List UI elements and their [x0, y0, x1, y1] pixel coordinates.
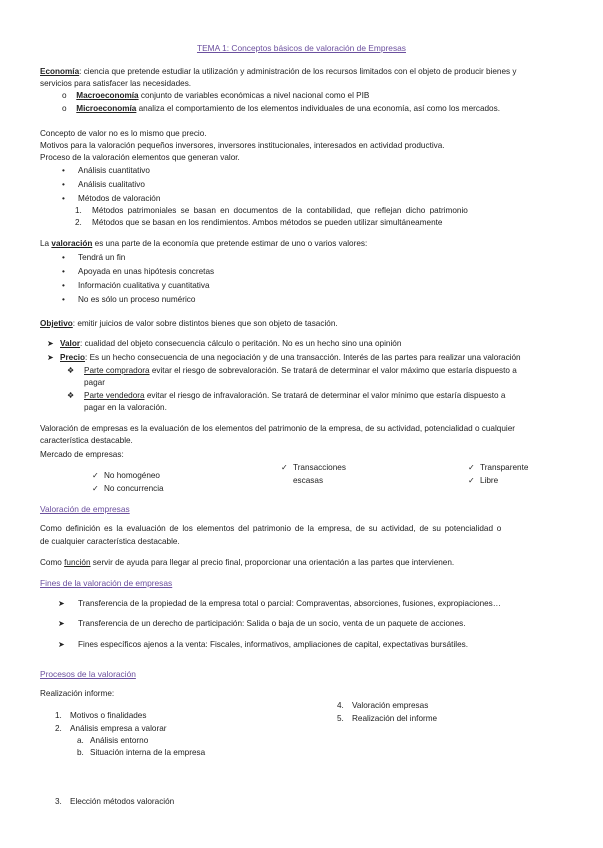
numbered-item — [75, 206, 468, 216]
microeconomia-item — [62, 104, 500, 114]
list-item — [62, 295, 195, 305]
valoracion-pre: La — [40, 239, 52, 248]
objetivo-term: Objetivo — [40, 319, 73, 328]
checklist-text: Transparente — [480, 463, 529, 472]
precio-term: Precio — [60, 353, 86, 362]
macroeconomia-item — [62, 91, 369, 101]
bullet-icon: • — [62, 281, 65, 290]
concepto-line-3: Proceso de la valoración elementos que generan valor. — [40, 153, 240, 162]
empresas-line-1: Valoración de empresas es la evaluación de los elementos del patrimonio de la empresa, de su actividad, potencialidad o cualquier — [40, 424, 516, 433]
numbered-item — [55, 797, 174, 807]
numbered-item-text: Motivos o finalidades — [70, 711, 147, 720]
item-number: 1. — [75, 206, 82, 215]
lettered-item — [77, 736, 148, 746]
list-item — [62, 267, 214, 277]
item-letter: a. — [77, 736, 84, 745]
list-item — [62, 166, 150, 176]
page-title: TEMA 1: Conceptos básicos de valoración de Empresas — [196, 43, 406, 53]
valoracion-empresas-line-1: Como definición es la evaluación de los elementos del patrimonio de la empresa, de su actividad, de su potencialidad o — [40, 524, 502, 533]
mercado-label: Mercado de empresas: — [40, 450, 124, 459]
realizacion-label: Realización informe: — [40, 689, 115, 698]
numbered-item-text: Elección métodos valoración — [70, 797, 175, 806]
economia-definition: : ciencia que pretende estudiar la utilización y administración de los recursos limitados con el objeto de producir bienes y — [79, 67, 517, 76]
fines-item — [58, 619, 466, 629]
numbered-item-text: Métodos que se basan en los rendimientos. Ambos métodos se pueden utilizar simultáneamente — [92, 218, 443, 227]
numbered-item-text: Realización del informe — [352, 714, 438, 723]
economia-line-2: servicios para satisfacer las necesidades. — [40, 79, 192, 88]
arrow-bullet-icon: ➤ — [58, 619, 65, 628]
checklist-item — [468, 476, 498, 486]
empresas-line-2: característica destacable. — [40, 436, 133, 445]
macroeconomia-term: Macroeconomía — [76, 91, 139, 100]
funcion-text: servir de ayuda para llegar al precio final, proporcionar una orientación a las partes que intervienen. — [90, 558, 455, 567]
vendedora-text: evitar el riesgo de infravaloración. Se tratará de determinar el valor mínimo que estaría dispuesto a — [144, 391, 506, 400]
bullet-icon: • — [62, 253, 65, 262]
item-number: 1. — [55, 711, 62, 720]
valoracion-text: es una parte de la economía que pretende estimar de uno o varios valores: — [92, 239, 368, 248]
item-number: 2. — [55, 724, 62, 733]
fines-item-text: Transferencia de un derecho de participación: Salida o baja de un socio, venta de un paquete de acciones. — [78, 619, 466, 628]
bullet-icon: • — [62, 295, 65, 304]
checklist-text: Transacciones — [293, 463, 346, 472]
numbered-item — [75, 218, 442, 228]
compradora-term: Parte compradora — [84, 366, 150, 375]
check-icon: ✓ — [468, 463, 475, 472]
bullet-icon: • — [62, 180, 65, 189]
lettered-item-text: Situación interna de la empresa — [90, 748, 206, 757]
compradora-text: evitar el riesgo de sobrevaloración. Se tratará de determinar el valor máximo que estaría dispuesto a — [149, 366, 517, 375]
list-item-text: Análisis cualitativo — [78, 180, 145, 189]
concepto-line-2: Motivos para la valoración pequeños inversores, inversores institucionales, interesados en actividad productiva. — [40, 141, 445, 150]
checklist-item — [92, 484, 164, 494]
compradora-text-2: pagar — [84, 378, 105, 387]
list-item — [62, 281, 210, 291]
arrow-bullet-icon: ➤ — [58, 640, 65, 649]
list-item — [62, 194, 160, 204]
list-item — [62, 253, 125, 263]
list-item-text: Métodos de valoración — [78, 194, 161, 203]
fines-item-text: Fines específicos ajenos a la venta: Fiscales, informativos, ampliaciones de capital, expectativas bursátiles. — [78, 640, 469, 649]
valoracion-term: valoración — [51, 239, 93, 248]
list-item-text: Información cualitativa y cuantitativa — [78, 281, 210, 290]
list-item-text: Apoyada en unas hipótesis concretas — [78, 267, 215, 276]
arrow-bullet-icon: ➤ — [47, 339, 54, 348]
checklist-item — [92, 471, 160, 481]
item-number: 2. — [75, 218, 82, 227]
item-number: 4. — [337, 701, 344, 710]
check-icon: ✓ — [92, 484, 99, 493]
list-item-text: No es sólo un proceso numérico — [78, 295, 196, 304]
bullet-icon: • — [62, 194, 65, 203]
numbered-item — [337, 714, 437, 724]
numbered-item — [55, 711, 146, 721]
checklist-text: Libre — [480, 476, 499, 485]
diamond-bullet-icon: ❖ — [67, 366, 75, 375]
fines-item — [58, 599, 501, 609]
numbered-item — [55, 724, 166, 734]
procesos-heading: Procesos de la valoración — [40, 669, 136, 679]
check-icon: ✓ — [92, 471, 99, 480]
item-number: 3. — [55, 797, 62, 806]
parte-vendedora-item — [67, 391, 505, 401]
valoracion-empresas-line-2: de cualquier característica destacable. — [40, 537, 180, 546]
arrow-bullet-icon: ➤ — [47, 353, 54, 362]
circle-bullet-icon: o — [62, 91, 67, 100]
numbered-item-text: Valoración empresas — [352, 701, 429, 710]
precio-text: : Es un hecho consecuencia de una negociación y de una transacción. Interés de las partes para realizar una valoración — [85, 353, 521, 362]
bullet-icon: • — [62, 166, 65, 175]
arrow-bullet-icon: ➤ — [58, 599, 65, 608]
objetivo-definition — [40, 319, 338, 329]
funcion-pre: Como — [40, 558, 65, 567]
vendedora-term: Parte vendedora — [84, 391, 145, 400]
valor-term: Valor — [60, 339, 81, 348]
valor-text: : cualidad del objeto consecuencia cálculo o peritación. No es un hecho sino una opinión — [80, 339, 402, 348]
checklist-text: No concurrencia — [104, 484, 164, 493]
circle-bullet-icon: o — [62, 104, 67, 113]
microeconomia-term: Microeconomía — [76, 104, 137, 113]
funcion-definition — [40, 558, 454, 568]
bullet-icon: • — [62, 267, 65, 276]
check-icon: ✓ — [468, 476, 475, 485]
economia-term: Economía — [40, 67, 80, 76]
numbered-item — [337, 701, 428, 711]
fines-item — [58, 640, 468, 650]
check-icon: ✓ — [281, 463, 288, 472]
valoracion-definition — [40, 239, 367, 249]
macroeconomia-text: conjunto de variables económicas a nivel nacional como el PIB — [138, 91, 370, 100]
valor-item — [47, 339, 401, 349]
fines-heading: Fines de la valoración de empresas — [40, 578, 173, 588]
valoracion-empresas-heading: Valoración de empresas — [40, 504, 130, 514]
lettered-item — [77, 748, 205, 758]
concepto-line-1: Concepto de valor no es lo mismo que precio. — [40, 129, 207, 138]
parte-compradora-item — [67, 366, 517, 376]
funcion-term: función — [64, 558, 91, 567]
vendedora-text-2: pagar en la valoración. — [84, 403, 167, 412]
item-letter: b. — [77, 748, 84, 757]
checklist-item — [281, 463, 346, 473]
numbered-item-text: Análisis empresa a valorar — [70, 724, 167, 733]
checklist-text-continued: escasas — [293, 476, 324, 485]
precio-item — [47, 353, 521, 363]
lettered-item-text: Análisis entorno — [90, 736, 149, 745]
list-item-text: Análisis cuantitativo — [78, 166, 150, 175]
checklist-text: No homogéneo — [104, 471, 160, 480]
checklist-item — [468, 463, 528, 473]
economia-line-1 — [40, 67, 517, 77]
fines-item-text: Transferencia de la propiedad de la empresa total o parcial: Compraventas, absorciones, fusiones, expropiaciones… — [78, 599, 501, 608]
objetivo-text: : emitir juicios de valor sobre distintos bienes que son objeto de tasación. — [72, 319, 338, 328]
microeconomia-text: analiza el comportamiento de los elementos individuales de una economía, así como los mercados. — [136, 104, 500, 113]
list-item-text: Tendrá un fin — [78, 253, 126, 262]
list-item — [62, 180, 145, 190]
item-number: 5. — [337, 714, 344, 723]
diamond-bullet-icon: ❖ — [67, 391, 75, 400]
numbered-item-text: Métodos patrimoniales se basan en documentos de la contabilidad, que reflejan dicho patrimonio — [92, 206, 468, 215]
